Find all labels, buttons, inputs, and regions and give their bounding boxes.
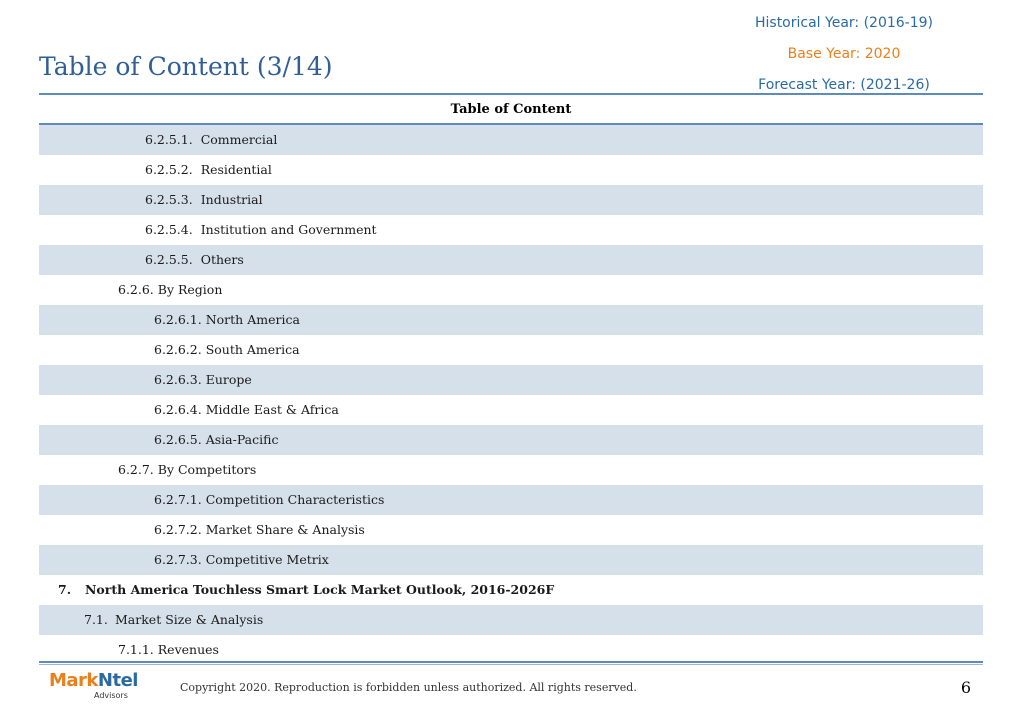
toc-label: South America: [205, 342, 300, 357]
toc-label: Institution and Government: [200, 222, 377, 237]
toc-number: 6.2.5.5.: [145, 252, 193, 267]
toc-number: 6.2.7.3.: [154, 552, 202, 567]
footer-divider: [39, 661, 983, 663]
toc-label: Asia-Pacific: [205, 432, 279, 447]
toc-row: [39, 245, 983, 275]
page-title: Table of Content (3/14): [39, 52, 333, 81]
toc-row: [39, 545, 983, 575]
toc-label: North America Touchless Smart Lock Market Outlook, 2016-2026F: [85, 582, 555, 597]
toc-label: By Competitors: [157, 462, 257, 477]
toc-row: [39, 125, 983, 155]
toc-number: 6.2.5.2.: [145, 162, 193, 177]
toc-header: Table of Content: [39, 96, 983, 125]
toc-row: [39, 305, 983, 335]
toc-number: 7.1.1.: [118, 642, 154, 657]
logo-wordmark: MarkNtel: [49, 670, 138, 691]
toc-number: 7.1.: [84, 612, 108, 627]
base-year: Base Year: 2020: [787, 46, 901, 62]
toc-row: [39, 605, 983, 635]
toc-row: [39, 215, 983, 245]
toc-number: 6.2.5.1.: [145, 132, 193, 147]
toc-number: 6.2.5.4.: [145, 222, 193, 237]
toc-number: 6.2.6.5.: [154, 432, 202, 447]
toc-label: Competition Characteristics: [205, 492, 385, 507]
toc-row: [39, 515, 983, 545]
toc-number: 6.2.6.: [118, 282, 154, 297]
copyright-text: Copyright 2020. Reproduction is forbidden unless authorized. All rights reserved.: [180, 681, 637, 694]
toc-row: [39, 455, 983, 485]
toc-label: Others: [200, 252, 244, 267]
toc-number: 6.2.7.1.: [154, 492, 202, 507]
marlogo: [49, 672, 139, 702]
toc-label: Middle East & Africa: [205, 402, 339, 417]
toc-row: [39, 275, 983, 305]
toc-label: Industrial: [200, 192, 263, 207]
toc-label: Competitive Metrix: [205, 552, 329, 567]
toc-list: [39, 125, 983, 665]
page-number: 6: [960, 678, 971, 697]
toc-number: 7.: [58, 582, 72, 597]
toc-row: [39, 365, 983, 395]
forecast-year: Forecast Year: (2021-26): [758, 77, 930, 93]
toc-row: [39, 485, 983, 515]
footer-divider-thin: [39, 664, 983, 665]
toc-row: [39, 155, 983, 185]
toc-label: Residential: [200, 162, 272, 177]
toc-row: [39, 425, 983, 455]
toc-label: Market Share & Analysis: [205, 522, 365, 537]
toc-number: 6.2.6.1.: [154, 312, 202, 327]
year-info: [755, 8, 933, 101]
toc-row: [39, 575, 983, 605]
title-divider: [39, 93, 983, 95]
toc-label: Market Size & Analysis: [115, 612, 264, 627]
toc-number: 6.2.6.3.: [154, 372, 202, 387]
toc-label: North America: [205, 312, 300, 327]
toc-number: 6.2.7.: [118, 462, 154, 477]
toc-label: Commercial: [200, 132, 278, 147]
toc-row: [39, 335, 983, 365]
toc-number: 6.2.6.4.: [154, 402, 202, 417]
toc-label: Europe: [205, 372, 252, 387]
historical-year: Historical Year: (2016-19): [754, 15, 933, 31]
toc-number: 6.2.7.2.: [154, 522, 202, 537]
toc-row: [39, 185, 983, 215]
toc-row: [39, 395, 983, 425]
toc-label: By Region: [157, 282, 223, 297]
toc-number: 6.2.5.3.: [145, 192, 193, 207]
logo-tagline: Advisors: [94, 691, 128, 700]
toc-label: Revenues: [157, 642, 219, 657]
toc-number: 6.2.6.2.: [154, 342, 202, 357]
